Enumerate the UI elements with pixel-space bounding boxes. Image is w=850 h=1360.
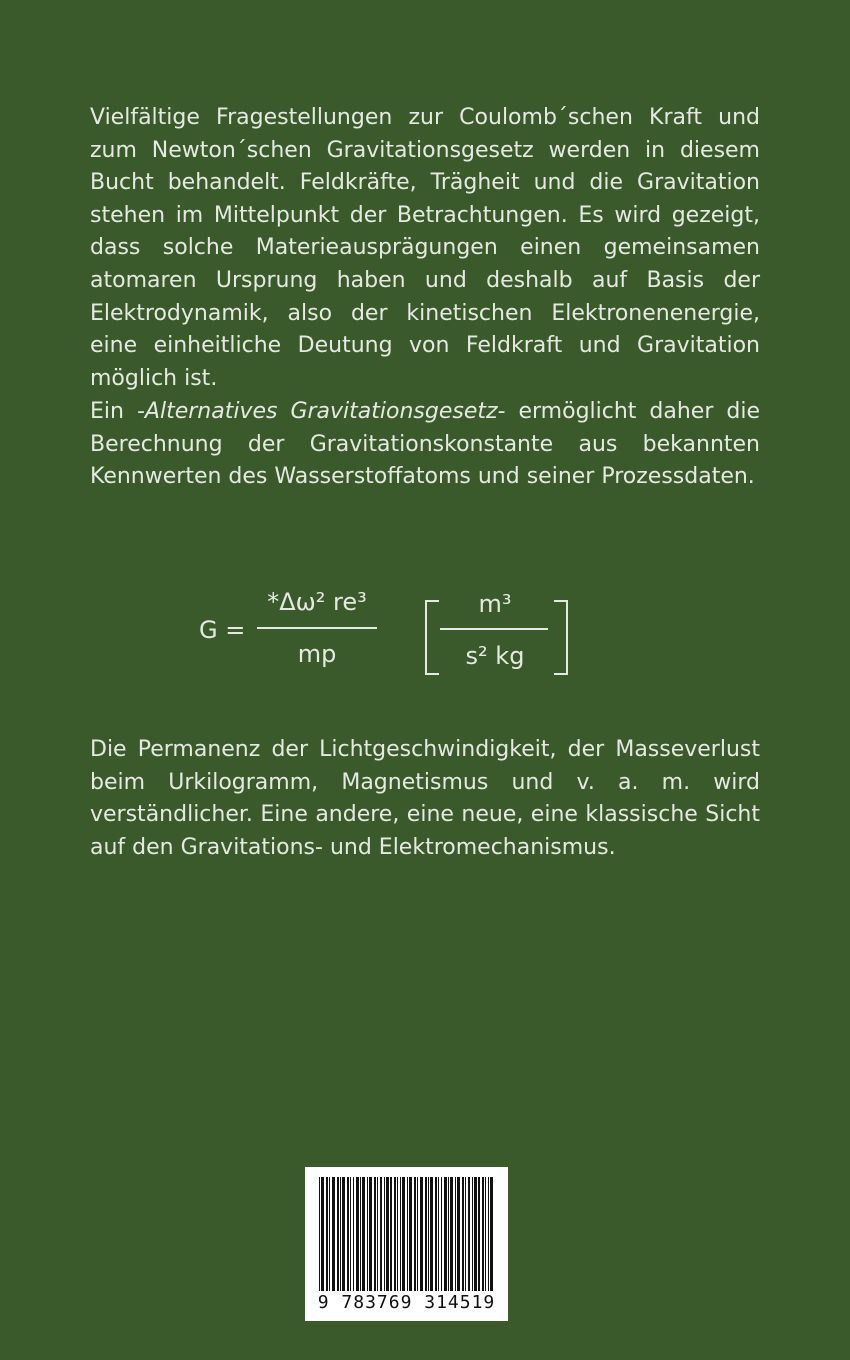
barcode-bar (428, 1177, 429, 1291)
barcode-bar (362, 1177, 365, 1291)
barcode-bar (367, 1177, 368, 1291)
barcode-bar (438, 1177, 439, 1291)
barcode-bar (353, 1177, 354, 1291)
description-paragraph-2 (90, 396, 760, 494)
barcode-bar (360, 1177, 361, 1291)
barcode-bar (356, 1177, 359, 1291)
barcode-bar (394, 1177, 396, 1291)
barcode-bar (435, 1177, 437, 1291)
barcode-bar (319, 1177, 320, 1291)
barcode-bar (444, 1177, 447, 1291)
formula-fraction-line (257, 627, 377, 629)
barcode-bar (474, 1177, 477, 1291)
paragraph-2-rest: ermöglicht daher die Berechnung der Gravitationskonstante aus bekannten Kennwerten des Wasserstoffatoms und seiner Prozessdaten. (90, 399, 761, 490)
description-paragraph-3: Die Permanenz der Lichtgeschwindigkeit, der Masseverlust beim Urkilogramm, Magnetismus und v. a. m. wird verständlicher. Eine andere, eine neue, eine klassische Sicht auf den Gravitations- und Elektromechanismus. (90, 737, 760, 860)
barcode-bar (332, 1177, 335, 1291)
alternative-law-emphasis: -Alternatives Gravitationsgesetz- (136, 399, 506, 424)
formula-denominator: mp (297, 640, 337, 668)
barcode-bar (462, 1177, 464, 1291)
barcode-bar (472, 1177, 473, 1291)
barcode-bar (402, 1177, 405, 1291)
barcode-bar (417, 1177, 418, 1291)
barcode-bar (407, 1177, 408, 1291)
barcode-bar (485, 1177, 486, 1291)
barcode-bar (450, 1177, 453, 1291)
barcode-bar (448, 1177, 449, 1291)
barcode-bar (347, 1177, 349, 1291)
description-paragraph-1: Vielfältige Fragestellungen zur Coulomb´schen Kraft und zum Newton´schen Gravitationsgesetz werden in diesem Bucht behandelt. Feldkräfte, Trägheit und die Gravitation stehen im Mittelpunkt der Betrachtungen. Es wird gezeigt, dass solche Materieausprägungen einen gemeinsamen atomaren Ursprung haben und deshalb auf Basis der Elektrodynamik, also der kinetischen Elektronenenergie, eine einheitliche Deutung von Feldkraft und Gravitation möglich ist. (90, 105, 760, 391)
barcode-bar (384, 1177, 385, 1291)
barcode-bar (482, 1177, 484, 1291)
paragraph-2-lead: Ein (90, 399, 137, 424)
isbn-barcode (305, 1167, 508, 1321)
barcode-bar (369, 1177, 372, 1291)
barcode-bar (390, 1177, 392, 1291)
barcode-bar (414, 1177, 416, 1291)
barcode-bar (478, 1177, 480, 1291)
unit-right-bracket (554, 600, 568, 675)
unit-numerator: m³ (478, 590, 512, 618)
barcode-bar (488, 1177, 489, 1291)
barcode-bar (425, 1177, 427, 1291)
barcode-bar (326, 1177, 328, 1291)
barcode-bar (340, 1177, 341, 1291)
barcode-bar (342, 1177, 345, 1291)
unit-denominator: s² kg (465, 642, 525, 670)
barcode-bar (457, 1177, 460, 1291)
barcode-bar (350, 1177, 351, 1291)
barcode-bar (430, 1177, 433, 1291)
isbn-number: 9 783769 314519 (305, 1291, 508, 1315)
barcode-bar (397, 1177, 398, 1291)
barcode-bar (337, 1177, 339, 1291)
formula-numerator: *Δω² re³ (267, 588, 367, 616)
barcode-bar (329, 1177, 330, 1291)
barcode-bar (377, 1177, 378, 1291)
barcode-bar (409, 1177, 412, 1291)
formula-lhs: G = (199, 616, 246, 644)
barcode-bar (374, 1177, 376, 1291)
barcode-bar (465, 1177, 466, 1291)
barcode-bar (420, 1177, 423, 1291)
barcode-bar (321, 1177, 324, 1291)
barcode-bar (386, 1177, 389, 1291)
unit-fraction-line (440, 628, 548, 630)
barcode-bar (455, 1177, 456, 1291)
barcode-bar (490, 1177, 493, 1291)
barcode-bar (400, 1177, 401, 1291)
barcode-bar (380, 1177, 382, 1291)
barcode-bar (468, 1177, 470, 1291)
barcode-bar (441, 1177, 442, 1291)
unit-left-bracket (425, 600, 439, 675)
